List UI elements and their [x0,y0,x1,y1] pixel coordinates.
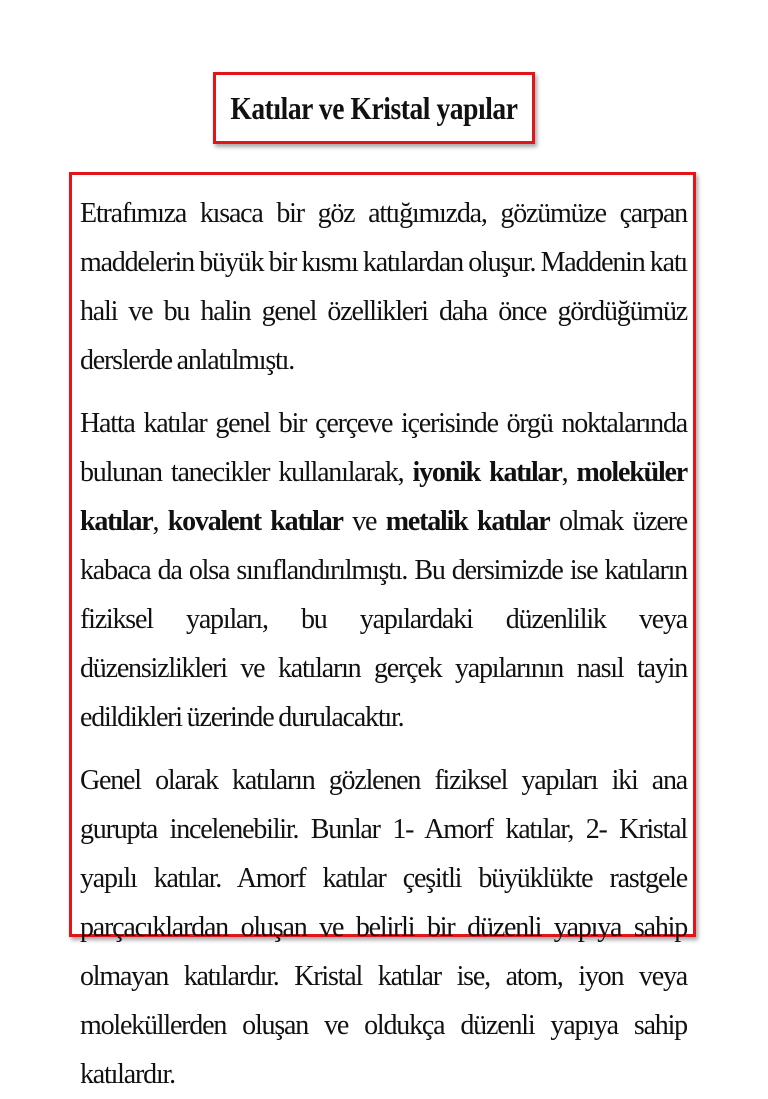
paragraph-intro: Etrafımıza kısaca bir göz attığımızda, gözümüze çarpan maddelerin büyük bir kısmı katılardan oluşur. Maddenin katı hali ve bu halin genel özellikleri daha önce gördüğümüz derslerde anlatılmıştı. [80,198,687,376]
content-box [69,172,696,1090]
separator: , [152,506,168,537]
page-title: Katılar ve Kristal yapılar [230,89,518,126]
conjunction: ve [342,506,386,537]
paragraph-text: olmak üzere kabaca da olsa sınıflandırılmıştı. Bu dersimizde ise katıların fiziksel yapıları, bu yapılardaki düzenlilik veya düzensizlikleri ve katıların gerçek yapılarının nasıl tayin edildikleri üzerinde durulacaktır. [80,506,687,733]
separator: , [561,457,577,488]
paragraph-classification [80,399,687,742]
paragraph-text: Hatta katılar genel bir çerçeve içerisinde örgü noktalarında bulunan tanecikler kullanılarak, [80,408,687,488]
paragraph-amorphous-crystal: Genel olarak katıların gözlenen fiziksel yapıları iki ana gurupta incelenebilir. Bunlar 1- Amorf katılar, 2- Kristal yapılı katılar. Amorf katılar çeşitli büyüklükte rastgele parçacıklardan oluşan ve belirli bir düzenli yapıya sahip olmayan katılardır. Kristal katılar ise, atom, iyon veya moleküllerden oluşan ve oldukça düzenli yapıya sahip katılardır. [80,765,687,1090]
term-covalent-solids: kovalent katılar [167,506,343,537]
term-ionic-solids: iyonik katılar [412,457,562,488]
term-metallic-solids: metalik katılar [385,506,550,537]
term-molecular-solids: moleküler katılar [80,457,687,537]
title-box [213,72,535,144]
